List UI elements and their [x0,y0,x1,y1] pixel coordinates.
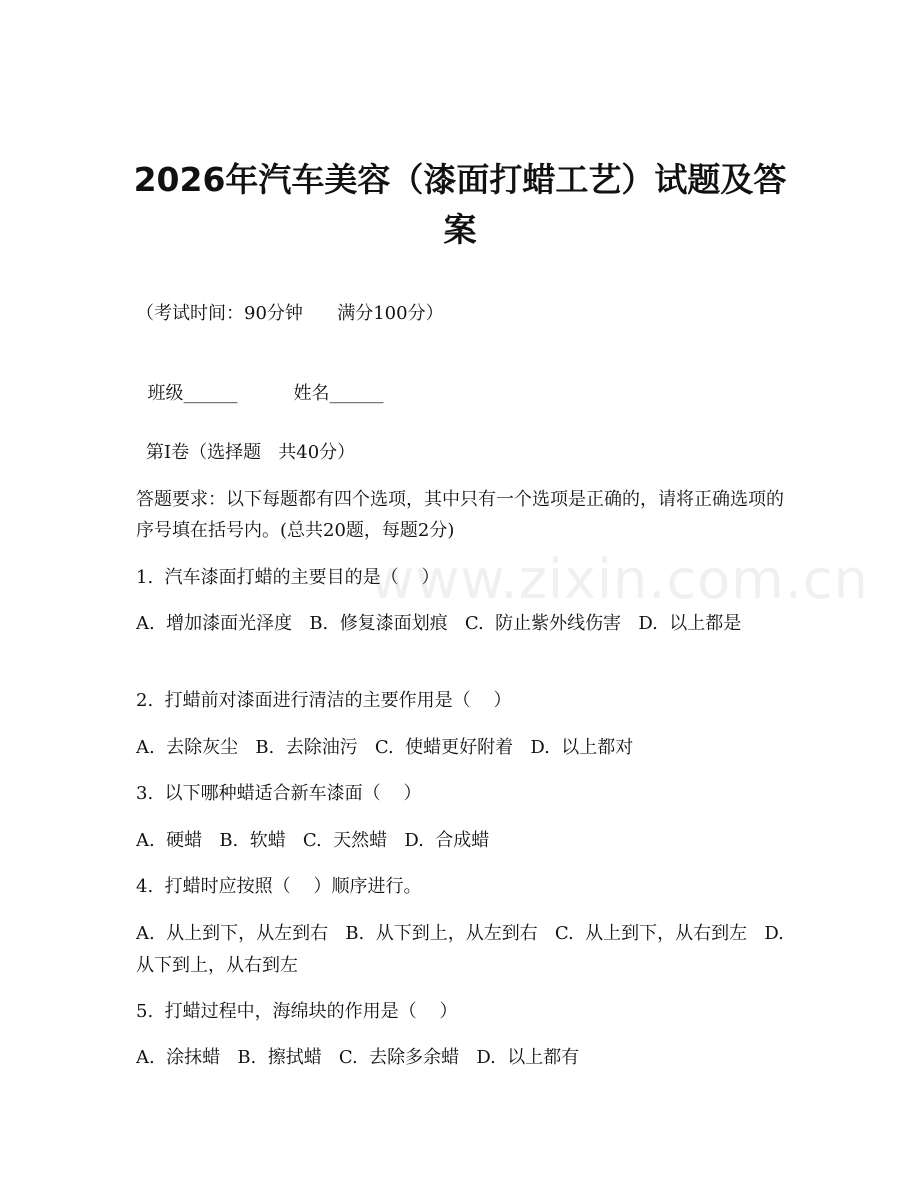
name-field[interactable]: 姓名______ [293,383,384,404]
class-field[interactable]: 班级______ [147,383,238,404]
question-options: A. 硬蜡 B. 软蜡 C. 天然蜡 D. 合成蜡 [136,830,490,851]
question-stem: 3. 以下哪种蜡适合新车漆面（ ） [136,783,422,804]
document-title: 2026年汽车美容（漆面打蜡工艺）试题及答案 [133,160,787,249]
question-stem: 5. 打蜡过程中，海绵块的作用是（ ） [136,1001,458,1022]
instructions: 答题要求：以下每题都有四个选项，其中只有一个选项是正确的，请将正确选项的序号填在括号内。(总共20题，每题2分) [136,489,784,541]
question-stem: 1. 汽车漆面打蜡的主要目的是（ ） [136,567,440,588]
question-options: A. 增加漆面光泽度 B. 修复漆面划痕 C. 防止紫外线伤害 D. 以上都是 [136,613,742,634]
question-stem: 2. 打蜡前对漆面进行清洁的主要作用是（ ） [136,690,512,711]
question-options: A. 涂抹蜡 B. 擦拭蜡 C. 去除多余蜡 D. 以上都有 [136,1047,580,1068]
watermark: www.zixin.com.cn [370,548,869,611]
question-options: A. 去除灰尘 B. 去除油污 C. 使蜡更好附着 D. 以上都对 [136,737,634,758]
exam-info: （考试时间：90分钟 满分100分） [136,303,444,324]
question-stem: 4. 打蜡时应按照（ ）顺序进行。 [136,876,422,897]
student-info-row [136,346,786,410]
question-options: A. 从上到下，从左到右 B. 从下到上，从左到右 C. 从上到下，从右到左 D. 从下到上，从右到左 [136,923,796,976]
section-title: 第Ⅰ卷（选择题 共40分） [146,442,356,463]
